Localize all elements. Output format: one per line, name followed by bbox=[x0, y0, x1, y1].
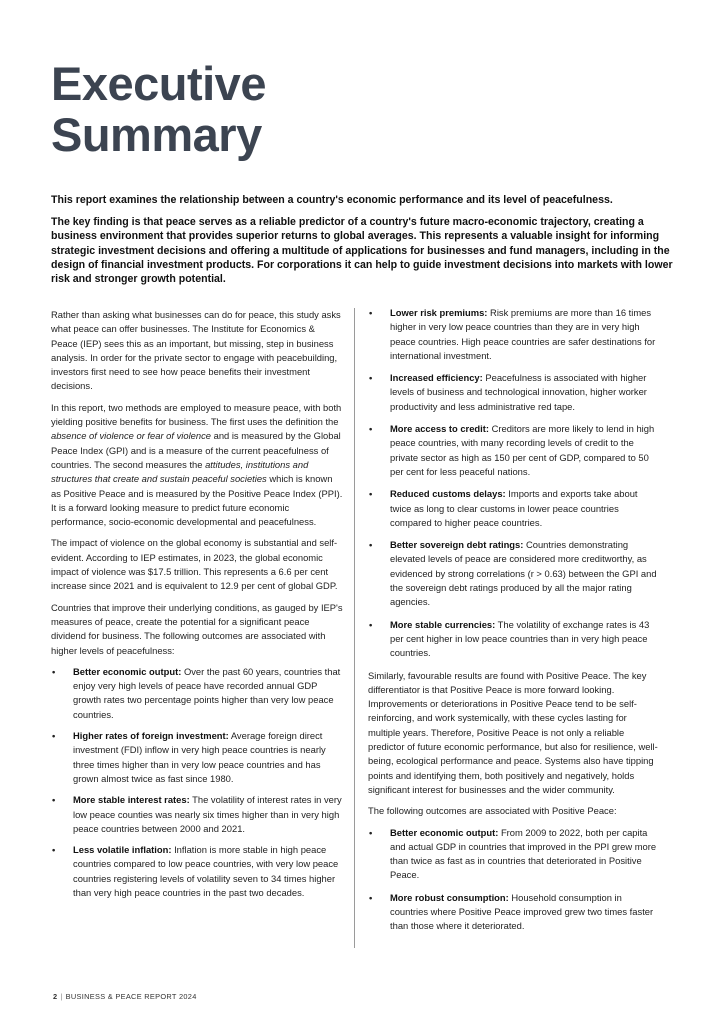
bullet: • bbox=[369, 891, 373, 903]
bullet: • bbox=[369, 307, 373, 318]
column-divider bbox=[354, 308, 355, 948]
list-item bbox=[368, 538, 660, 609]
peace-outcomes-list bbox=[51, 665, 343, 900]
list-item-heading: Increased efficiency: bbox=[390, 372, 483, 384]
left-p2-text-e: which is known as Positive Peace and is measured by the Positive Peace Index (PPI). It is a forward looking measure to predict future economic performance, socio-economic developmental and peacefulness. bbox=[51, 473, 343, 528]
bullet: • bbox=[52, 794, 56, 806]
list-item bbox=[368, 618, 660, 661]
title-line-2: Summary bbox=[51, 108, 262, 161]
list-item-heading: Higher rates of foreign investment: bbox=[73, 730, 229, 742]
list-item bbox=[368, 422, 660, 479]
list-item bbox=[51, 729, 343, 786]
left-paragraph-1: Rather than asking what businesses can do for peace, this study asks what peace can offer businesses. The Institute for Economics & Peace (IEP) sees this as an important, but missing, step in business analysis. In order for the private sector to engage with peacebuilding, investors first need to see how peace benefits their investment decisions. bbox=[51, 309, 341, 392]
list-item-heading: More access to credit: bbox=[390, 423, 489, 435]
bullet: • bbox=[369, 488, 373, 500]
left-p2-italic-1: absence of violence or fear of violence bbox=[51, 430, 211, 442]
list-item bbox=[51, 665, 343, 722]
list-item-text: Household consumption in countries where Positive Peace improved grew two times faster than those where it deteriorated. bbox=[390, 891, 654, 932]
bullet: • bbox=[52, 844, 56, 856]
bullet: • bbox=[52, 665, 56, 677]
list-item-heading: Better sovereign debt ratings: bbox=[390, 539, 524, 551]
page-number: 2 bbox=[53, 992, 58, 1001]
list-item bbox=[368, 826, 660, 883]
list-item bbox=[368, 306, 660, 363]
page-title bbox=[51, 58, 266, 160]
list-item-heading: Better economic output: bbox=[390, 826, 499, 838]
right-paragraph-2: The following outcomes are associated with Positive Peace: bbox=[368, 805, 617, 817]
left-paragraph-3: The impact of violence on the global economy is substantial and self-evident. According to IEP estimates, in 2023, the global economic impact of violence was $17.5 trillion. This represents a 6.6 per cent increase since 2021 and is equivalent to 12.9 per cent of global GDP. bbox=[51, 537, 338, 592]
list-item-heading: Better economic output: bbox=[73, 665, 182, 677]
list-item-heading: More stable interest rates: bbox=[73, 794, 190, 806]
list-item-heading: More robust consumption: bbox=[390, 891, 509, 903]
bullet: • bbox=[369, 372, 373, 384]
list-item bbox=[51, 793, 343, 836]
footer-report-title: BUSINESS & PEACE REPORT 2024 bbox=[65, 992, 197, 1001]
list-item-text: The volatility of exchange rates is 43 per cent higher in low peace countries than in very high peace countries. bbox=[390, 618, 650, 659]
list-item-text: From 2009 to 2022, both per capita and actual GDP in countries that improved in the PPI grew more than twice as fast as in countries that deteriorated in Positive Peace. bbox=[390, 826, 657, 881]
left-column bbox=[51, 308, 343, 907]
list-item-text: Over the past 60 years, countries that enjoy very high levels of peace have recorded annual GDP growth rates two percentage points higher than very low peace countries. bbox=[73, 665, 341, 720]
footer-separator: | bbox=[60, 992, 63, 1001]
left-paragraph-4: Countries that improve their underlying conditions, as gauged by IEP's measures of peace, create the potential for a significant peace dividend for business. The following outcomes are associated with higher levels of peacefulness: bbox=[51, 601, 343, 656]
list-item bbox=[51, 843, 343, 900]
list-item-heading: More stable currencies: bbox=[390, 618, 496, 630]
left-p2-text-c: and is measured by the Global Peace Index (GPI) and is a measure of the current peacefulness of countries. The second measures the bbox=[51, 430, 341, 470]
list-item-text: Creditors are more likely to lend in high peace countries, with many recording levels of credit to the private sector as high as 150 per cent of GDP, compared to 50 per cent for less peaceful nations. bbox=[390, 423, 655, 477]
list-item-text: Inflation is more stable in high peace countries compared to low peace countries, with very low peace countries registering levels of volatility seven to 34 times higher than very high peace countries in the past two decades. bbox=[73, 844, 339, 898]
list-item-text: Peacefulness is associated with higher levels of business and technological innovation, higher worker productivity and less administrative red tape. bbox=[390, 372, 647, 412]
list-item-heading: Reduced customs delays: bbox=[390, 488, 506, 500]
list-item-heading: Lower risk premiums: bbox=[390, 307, 488, 318]
intro-summary bbox=[51, 193, 673, 294]
list-item-text: The volatility of interest rates in very low peace counties was nearly six times higher than in very high peace countries between 2000 and 2021. bbox=[73, 794, 342, 834]
list-item-text: Imports and exports take about twice as long to clear customs in lower peace countries compared to higher peace countries. bbox=[390, 488, 638, 528]
list-item bbox=[368, 891, 660, 934]
list-item bbox=[368, 487, 660, 530]
list-item bbox=[368, 371, 660, 414]
title-line-1: Executive bbox=[51, 57, 266, 110]
left-p2-text-a: In this report, two methods are employed to measure peace, with both yielding positive benefits for business. The first uses the definition the bbox=[51, 401, 342, 428]
list-item-text: Risk premiums are more than 16 times higher in very low peace countries than they are in very high peace countries. High peace countries are safer destinations for international investment. bbox=[390, 307, 656, 361]
bullet: • bbox=[369, 826, 373, 838]
list-item-heading: Less volatile inflation: bbox=[73, 844, 172, 856]
intro-paragraph-1: This report examines the relationship between a country's economic performance and its level of peacefulness. bbox=[51, 194, 613, 206]
list-item-text: Average foreign direct investment (FDI) inflow in very high peace countries is nearly three times higher than in very low peace countries and has grown almost twice as fast since 1980. bbox=[73, 730, 326, 784]
right-column bbox=[368, 306, 660, 942]
list-item-text: Countries demonstrating elevated levels of peace are considered more creditworthy, as evidenced by strong correlations (r > 0.63) between the GPI and the sovereign debt ratings produced by all the major rating agencies. bbox=[390, 539, 657, 608]
left-p2-italic-2: attitudes, institutions and structures that create and sustain peaceful societies bbox=[51, 458, 309, 485]
left-paragraph-2 bbox=[51, 401, 343, 530]
bullet: • bbox=[52, 730, 56, 742]
peace-outcomes-list-continued bbox=[368, 306, 660, 661]
bullet: • bbox=[369, 539, 373, 551]
right-paragraph-1: Similarly, favourable results are found with Positive Peace. The key differentiator is that Positive Peace is more forward looking. Improvements or deteriorations in Positive Peace tend to be self-reinforcing, and work systemically, with these cycles lasting for multiple years. Therefore, Positive Peace is not only a reliable predictor of future economic performance, but also for resilience, well-being, ecological performance and peace. Systems also have tipping points and identifying them, both positively and negatively, holds significant interest for businesses and the wider community. bbox=[368, 669, 658, 795]
bullet: • bbox=[369, 423, 373, 435]
positive-peace-outcomes-list bbox=[368, 826, 660, 934]
bullet: • bbox=[369, 618, 373, 630]
page-footer bbox=[53, 992, 197, 1001]
intro-paragraph-2: The key finding is that peace serves as a reliable predictor of a country's future macro-economic trajectory, creating a business environment that provides superior returns to global averages. This represents a valuable insight for informing strategic investment decisions and offering a multitude of applications for businesses and fund managers, including in the design of financial investment products. For corporations it can help to guide investment decisions into markets with lower risk and stronger growth potential. bbox=[51, 216, 673, 286]
